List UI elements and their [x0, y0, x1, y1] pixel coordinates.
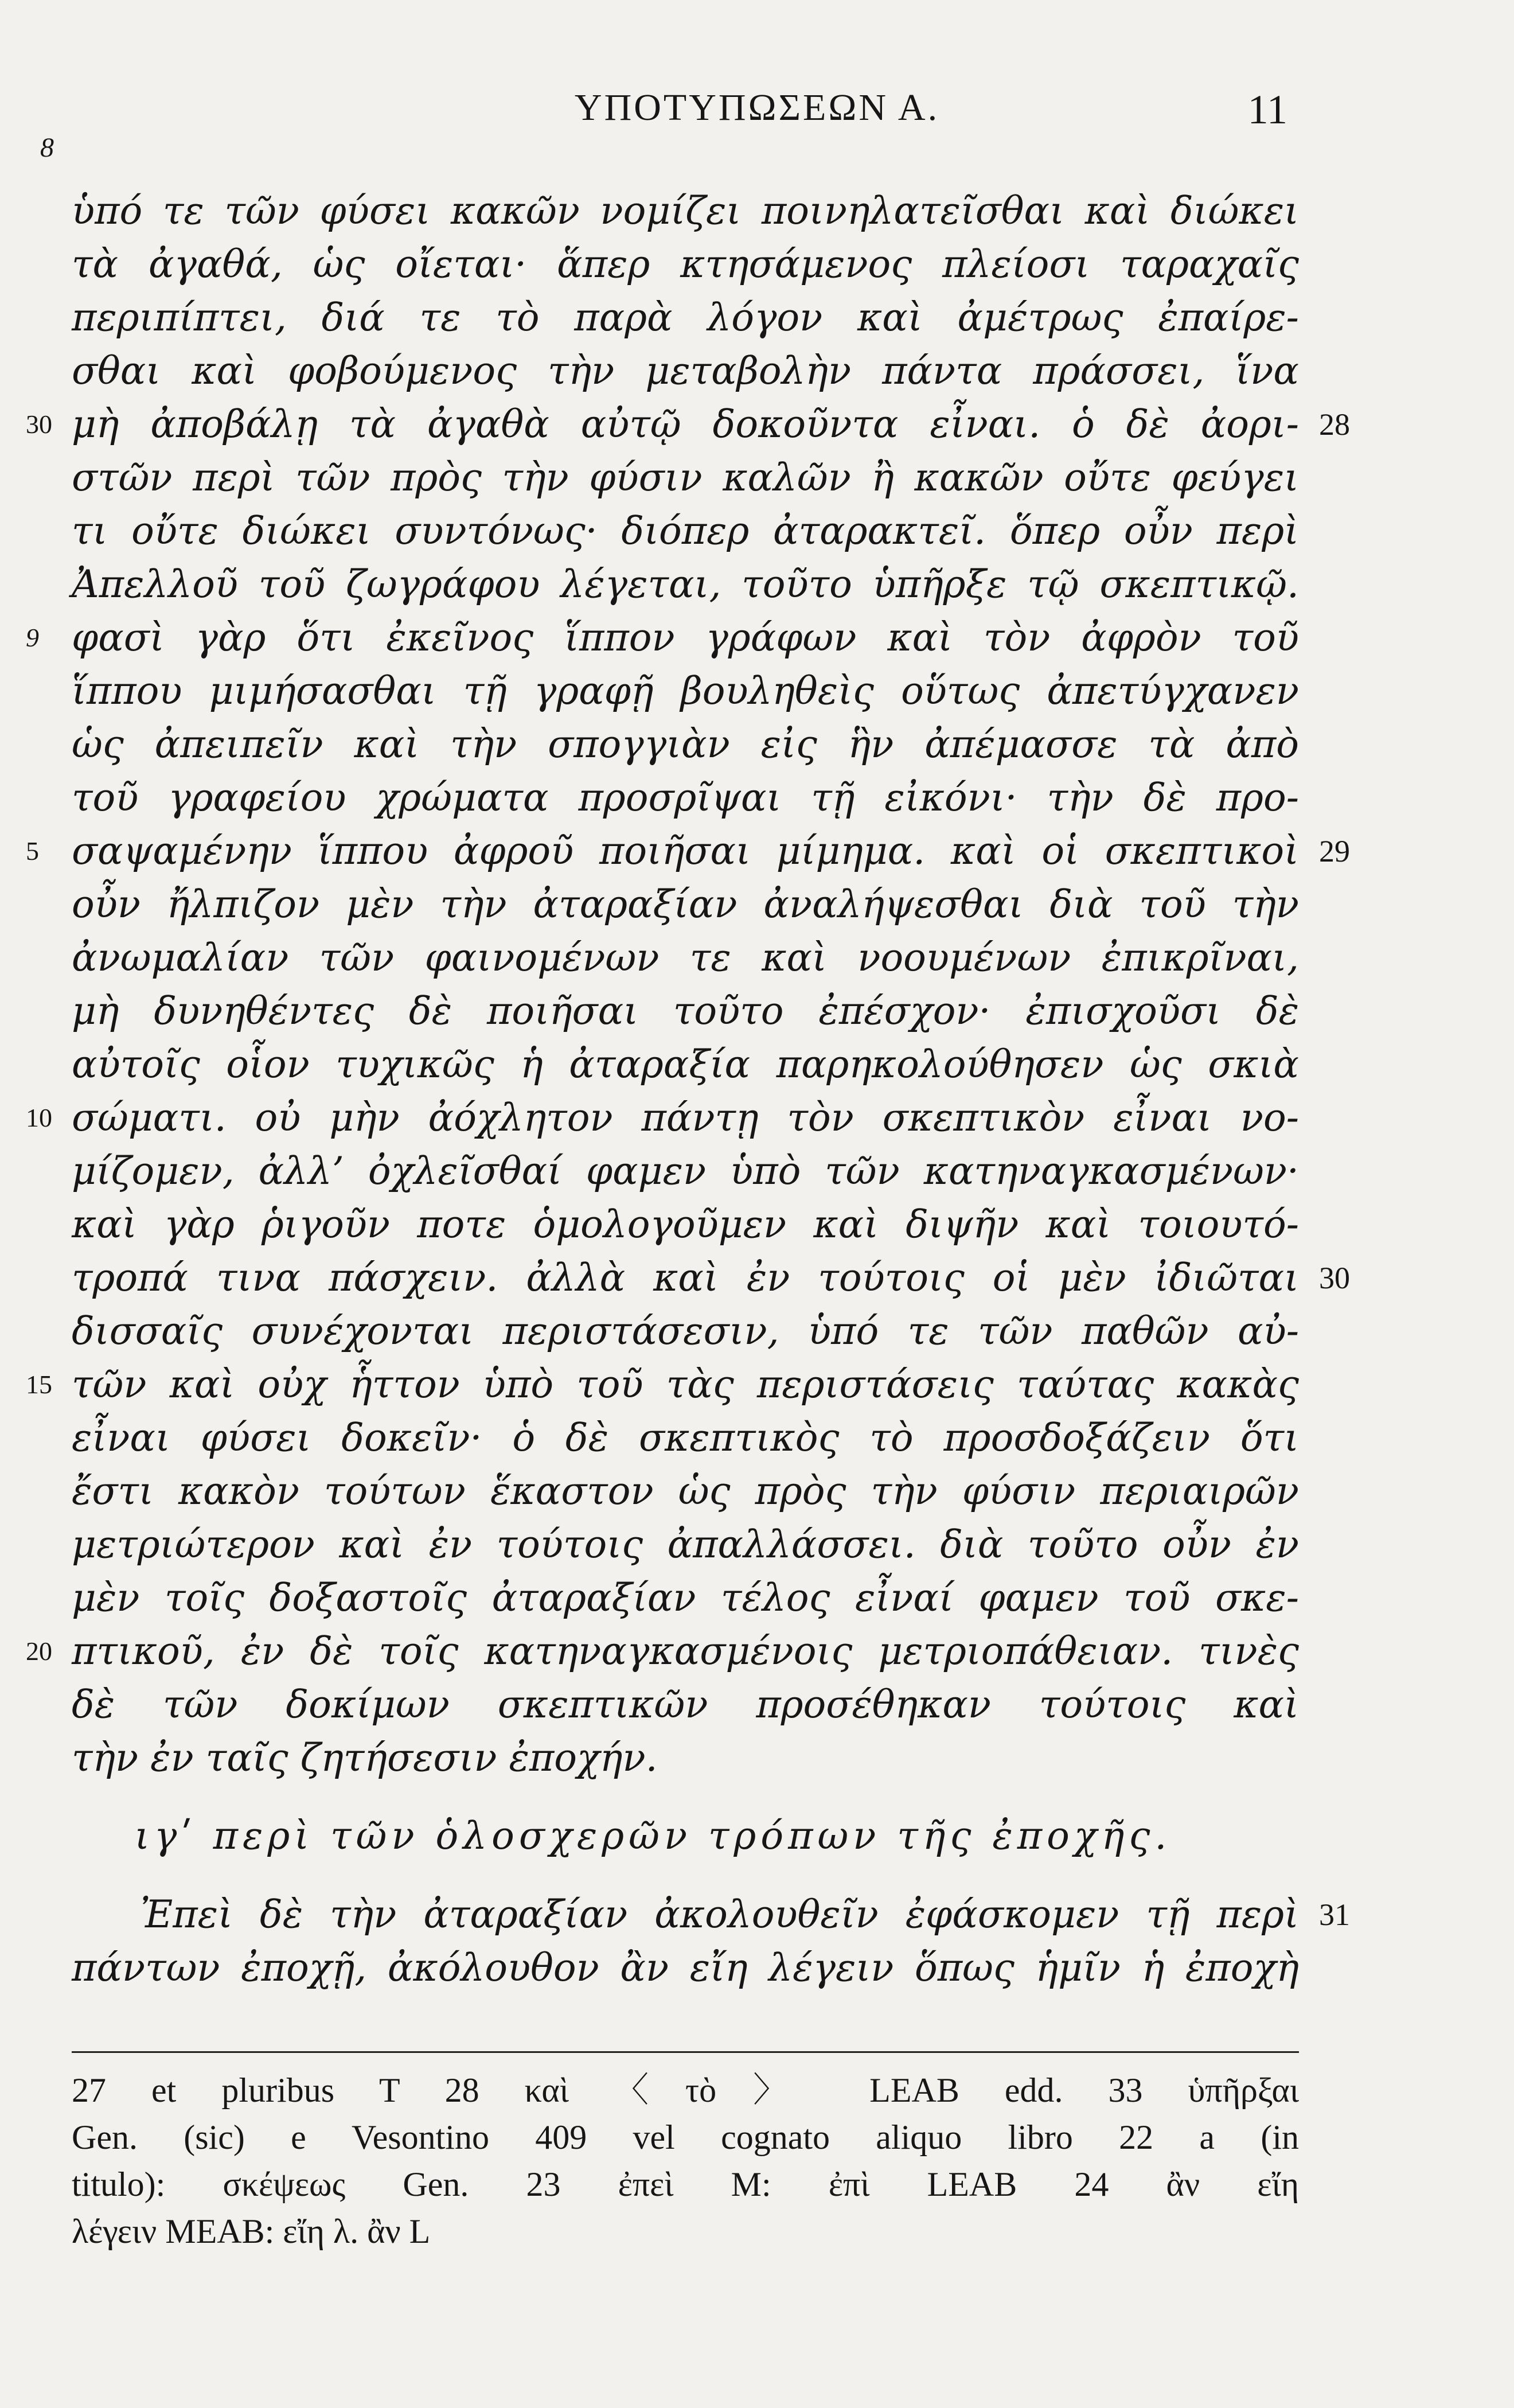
text-line: τι οὔτε διώκει συντόνως· διόπερ ἀταρακτεῖ. ὅπερ οὖν περὶ [72, 509, 1299, 553]
line-number: 10 [26, 1103, 52, 1132]
text-line: μὲν τοῖς δοξαστοῖς ἀταραξίαν τέλος εἶναί φαμεν τοῦ σκε- [72, 1576, 1299, 1620]
line-number: 30 [26, 410, 52, 439]
text-line: Ἀπελλοῦ τοῦ ζωγράφου λέγεται, τοῦτο ὑπῆρξε τῷ σκεπτικῷ. [72, 562, 1299, 606]
apparatus-line: λέγειν MEAB: εἴη λ. ἂν L [72, 2212, 431, 2250]
section-heading: ιγʹ περὶ τῶν ὁλοσχερῶν τρόπων τῆς ἐποχῆς. [135, 1814, 1172, 1858]
text-line: τροπά τινα πάσχειν. ἀλλὰ καὶ ἐν τούτοις οἱ μὲν ἰδιῶται [72, 1256, 1299, 1300]
section-number: 30 [1319, 1261, 1350, 1295]
margin-reference-top: 8 [40, 133, 54, 163]
apparatus-line: 27 et pluribus T 28 καὶ 〈τὸ〉 LEAB edd. 33 ὑπῆρξαι [72, 2071, 1299, 2109]
line-number: 9 [26, 623, 39, 652]
text-line: περιπίπτει, διά τε τὸ παρὰ λόγον καὶ ἀμέτρως ἐπαίρε- [72, 295, 1299, 340]
text-line: στῶν περὶ τῶν πρὸς τὴν φύσιν καλῶν ἢ κακῶν οὔτε φεύγει [72, 455, 1299, 500]
apparatus-line: titulo): σκέψεως Gen. 23 ἐπεὶ M: ἐπὶ LEAB 24 ἂν εἴη [72, 2165, 1299, 2203]
line-number: 15 [26, 1370, 52, 1399]
text-line: σθαι καὶ φοβούμενος τὴν μεταβολὴν πάντα πράσσει, ἵνα [72, 349, 1299, 393]
text-line: σαψαμένην ἵππου ἀφροῦ ποιῆσαι μίμημα. καὶ οἱ σκεπτικοὶ [72, 829, 1299, 873]
footnote-rule [72, 2051, 1299, 2053]
text-line: σώματι. οὐ μὴν ἀόχλητον πάντῃ τὸν σκεπτικὸν εἶναι νο- [72, 1096, 1299, 1140]
text-line: φασὶ γὰρ ὅτι ἐκεῖνος ἵππον γράφων καὶ τὸν ἀφρὸν τοῦ [72, 615, 1299, 660]
text-line: τὴν ἐν ταῖς ζητήσεσιν ἐποχήν. [72, 1736, 658, 1780]
text-line: ὑπό τε τῶν φύσει κακῶν νομίζει ποινηλατεῖσθαι καὶ διώκει [72, 189, 1299, 233]
text-line: ἵππου μιμήσασθαι τῇ γραφῇ βουληθεὶς οὕτως ἀπετύγχανεν [72, 669, 1299, 713]
text-line: Ἐπεὶ δὲ τὴν ἀταραξίαν ἀκολουθεῖν ἐφάσκομεν τῇ περὶ [141, 1892, 1299, 1936]
text-line: μὴ ἀποβάλῃ τὰ ἀγαθὰ αὐτῷ δοκοῦντα εἶναι. ὁ δὲ ἀορι- [72, 402, 1299, 446]
text-line: αὐτοῖς οἷον τυχικῶς ἡ ἀταραξία παρηκολούθησεν ὡς σκιὰ [72, 1042, 1299, 1086]
text-line: τῶν καὶ οὐχ ἧττον ὑπὸ τοῦ τὰς περιστάσεις ταύτας κακὰς [72, 1362, 1299, 1406]
text-line: τὰ ἀγαθά, ὡς οἴεται· ἅπερ κτησάμενος πλείοσι ταραχαῖς [72, 242, 1299, 286]
text-line: καὶ γὰρ ῥιγοῦν ποτε ὁμολογοῦμεν καὶ διψῆν καὶ τοιουτό- [72, 1202, 1299, 1246]
text-line: δισσαῖς συνέχονται περιστάσεσιν, ὑπό τε τῶν παθῶν αὐ- [72, 1309, 1299, 1353]
text-line: δὲ τῶν δοκίμων σκεπτικῶν προσέθηκαν τούτοις καὶ [72, 1682, 1299, 1727]
text-line: εἶναι φύσει δοκεῖν· ὁ δὲ σκεπτικὸς τὸ προσδοξάζειν ὅτι [72, 1416, 1299, 1460]
text-line: πτικοῦ, ἐν δὲ τοῖς κατηναγκασμένοις μετριοπάθειαν. τινὲς [72, 1629, 1299, 1673]
text-line: ἔστι κακὸν τούτων ἕκαστον ὡς πρὸς τὴν φύσιν περιαιρῶν [72, 1469, 1299, 1513]
text-line: ἀνωμαλίαν τῶν φαινομένων τε καὶ νοουμένων ἐπικρῖναι, [72, 936, 1299, 980]
page-number: 11 [1247, 87, 1287, 133]
line-number: 20 [26, 1636, 52, 1666]
text-line: τοῦ γραφείου χρώματα προσρῖψαι τῇ εἰκόνι· τὴν δὲ προ- [72, 776, 1299, 820]
section-number: 28 [1319, 407, 1350, 442]
line-number: 5 [26, 836, 39, 866]
text-line: μίζομεν, ἀλλ’ ὀχλεῖσθαί φαμεν ὑπὸ τῶν κατηναγκασμένων· [72, 1149, 1299, 1193]
text-line: μὴ δυνηθέντες δὲ ποιῆσαι τοῦτο ἐπέσχον· ἐπισχοῦσι δὲ [72, 989, 1299, 1033]
section-number: 29 [1319, 834, 1350, 868]
apparatus-line: Gen. (sic) e Vesontino 409 vel cognato aliquo libro 22 a (in [72, 2118, 1299, 2156]
text-line: μετριώτερον καὶ ἐν τούτοις ἀπαλλάσσει. διὰ τοῦτο οὖν ἐν [72, 1522, 1299, 1567]
text-line: πάντων ἐποχῇ, ἀκόλουθον ἂν εἴη λέγειν ὅπως ἡμῖν ἡ ἐποχὴ [72, 1946, 1299, 1990]
text-line: ὡς ἀπειπεῖν καὶ τὴν σπογγιὰν εἰς ἣν ἀπέμασσε τὰ ἀπὸ [72, 722, 1299, 766]
section-number: 31 [1319, 1897, 1350, 1932]
text-line: οὖν ἤλπιζον μὲν τὴν ἀταραξίαν ἀναλήψεσθαι διὰ τοῦ τὴν [72, 882, 1299, 926]
running-head: ΥΠΟΤΥΠΩΣΕΩΝ Α. [574, 87, 940, 128]
